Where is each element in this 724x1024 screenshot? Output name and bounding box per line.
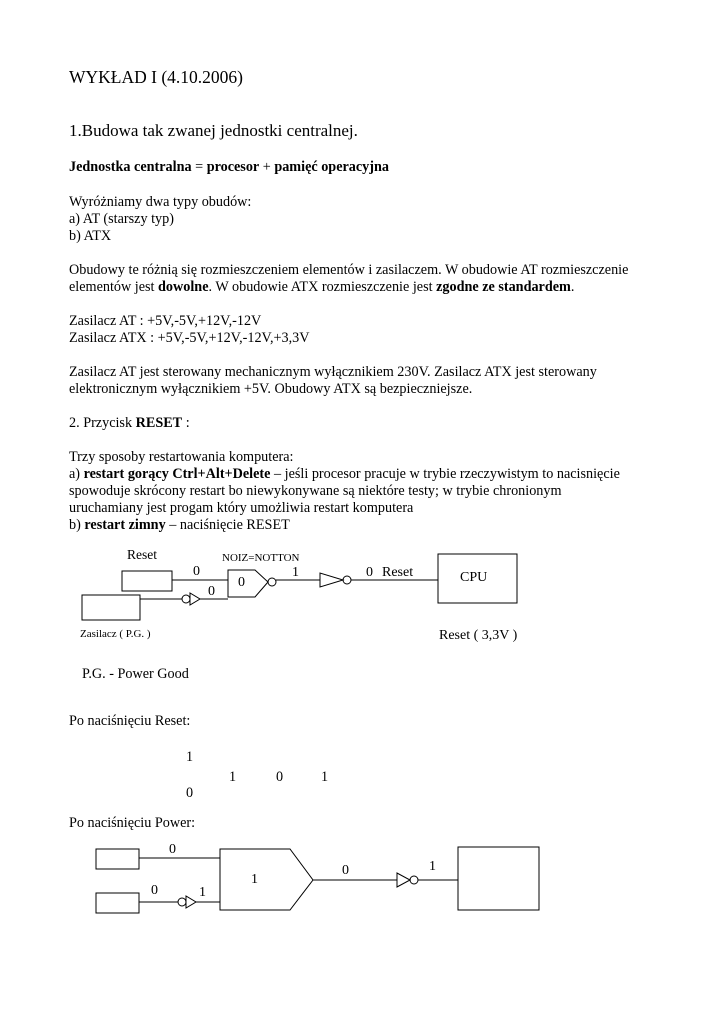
after-reset-heading: Po naciśnięciu Reset: xyxy=(69,713,191,729)
psu-inverter-triangle xyxy=(190,593,200,605)
p1-pre: elementów jest xyxy=(69,279,159,295)
restart-a-line2: spowoduje skrócony restart bo niewykonywane są niektóre testy; w trybie chronionym xyxy=(69,483,562,499)
restart-b xyxy=(69,517,290,534)
psu-atx: Zasilacz ATX : +5V,-5V,+12V,-12V,+3,3V xyxy=(69,330,310,346)
restart-intro: Trzy sposoby restartowania komputera: xyxy=(69,449,294,465)
definition-plus: + xyxy=(259,159,275,175)
definition-line xyxy=(69,159,389,176)
gate-label: NOIZ=NOTTON xyxy=(222,552,300,564)
restart-a-rest: – jeśli procesor pracuje w trybie rzeczywistym to nacisnięcie xyxy=(270,466,620,482)
power-in2-value: 0 xyxy=(151,883,158,898)
definition-cpu: procesor xyxy=(206,159,260,175)
s2-heading-end: : xyxy=(182,415,190,431)
case-b: b) ATX xyxy=(69,228,112,244)
p1-bold-dowolne: dowolne xyxy=(158,279,209,295)
psu-inverter-bubble xyxy=(182,595,190,603)
paragraph1-line1: Obudowy te różnią się rozmieszczeniem elementów i zasilaczem. W obudowie AT rozmieszczenie xyxy=(69,262,629,278)
restart-a-line3: uruchamiany jest progam który umożliwia restart komputera xyxy=(69,500,414,516)
p1-bold-standard: zgodne ze standardem xyxy=(436,279,571,295)
section1-heading: 1.Budowa tak zwanej jednostki centralnej. xyxy=(69,121,358,140)
restart-a-line1 xyxy=(69,466,620,483)
power-in2-bubble xyxy=(178,898,186,906)
power-in2-box xyxy=(96,893,139,913)
section2-heading xyxy=(69,415,190,432)
after-reset-row-1: 1 xyxy=(229,769,237,785)
output-inverter xyxy=(320,573,343,587)
definition-term: Jednostka centralna xyxy=(69,159,192,175)
in1-value: 0 xyxy=(193,564,200,579)
case-a: a) AT (starszy typ) xyxy=(69,211,174,227)
power-in1-box xyxy=(96,849,139,869)
psu-at: Zasilacz AT : +5V,-5V,+12V,-12V xyxy=(69,313,262,329)
restart-b-bold: restart zimny xyxy=(84,517,166,533)
after-reset-row-2: 0 xyxy=(276,769,284,785)
after-reset-bottom: 0 xyxy=(186,785,194,801)
power-in2-inverter xyxy=(186,896,196,908)
restart-a-pre: a) xyxy=(69,466,84,482)
reset-circuit-diagram xyxy=(0,540,724,650)
power-in2-inv-value: 1 xyxy=(199,885,206,900)
paragraph2-line1: Zasilacz AT jest sterowany mechanicznym wyłącznikiem 230V. Zasilacz ATX jest sterowany xyxy=(69,364,597,380)
power-inv-out-value: 1 xyxy=(429,859,436,874)
inv-out-value: 0 xyxy=(366,565,373,580)
after-reset-top: 1 xyxy=(186,749,194,765)
restart-b-pre: b) xyxy=(69,517,85,533)
paragraph2-line2: elektronicznym wyłącznikiem +5V. Obudowy ATX są bezpieczniejsze. xyxy=(69,381,473,397)
gate-value: 0 xyxy=(238,575,245,590)
psu-label: Zasilacz ( P.G. ) xyxy=(80,628,151,640)
definition-eq: = xyxy=(191,159,207,175)
paragraph1-line2 xyxy=(69,279,574,296)
reset-button-box xyxy=(122,571,172,591)
power-out-bubble xyxy=(410,876,418,884)
restart-a-bold: restart gorący Ctrl+Alt+Delete xyxy=(83,466,271,482)
s2-heading-pre: 2. Przycisk xyxy=(69,415,136,431)
power-circuit-diagram xyxy=(0,835,724,925)
p1-end: . xyxy=(570,279,575,295)
logic-gate-1 xyxy=(228,570,268,597)
restart-b-rest: – naciśnięcie RESET xyxy=(165,517,290,533)
cases-intro: Wyróżniamy dwa typy obudów: xyxy=(69,194,252,210)
power-cpu-box xyxy=(458,847,539,910)
gate-output-bubble xyxy=(268,578,276,586)
power-out-inverter xyxy=(397,873,410,887)
power-in1-value: 0 xyxy=(169,842,176,857)
power-gate-value: 1 xyxy=(251,872,258,887)
out-value: 1 xyxy=(292,565,299,580)
page-title: WYKŁAD I (4.10.2006) xyxy=(69,67,243,87)
p1-mid: . W obudowie ATX rozmieszczenie jest xyxy=(208,279,437,295)
reset-label: Reset xyxy=(127,547,157,562)
cpu-label: CPU xyxy=(460,570,488,585)
definition-ram: pamięć operacyjna xyxy=(274,159,389,175)
in2-value: 0 xyxy=(208,584,215,599)
psu-box xyxy=(82,595,140,620)
cpu-reset-label: Reset ( 3,3V ) xyxy=(439,628,518,643)
after-power-heading: Po naciśnięciu Power: xyxy=(69,815,196,831)
reset-line-label: Reset xyxy=(382,565,414,580)
pg-note: P.G. - Power Good xyxy=(82,666,189,682)
power-out-value: 0 xyxy=(342,863,349,878)
after-reset-row-3: 1 xyxy=(321,769,329,785)
s2-heading-reset: RESET xyxy=(135,415,183,431)
logic-gate-2 xyxy=(220,849,313,910)
